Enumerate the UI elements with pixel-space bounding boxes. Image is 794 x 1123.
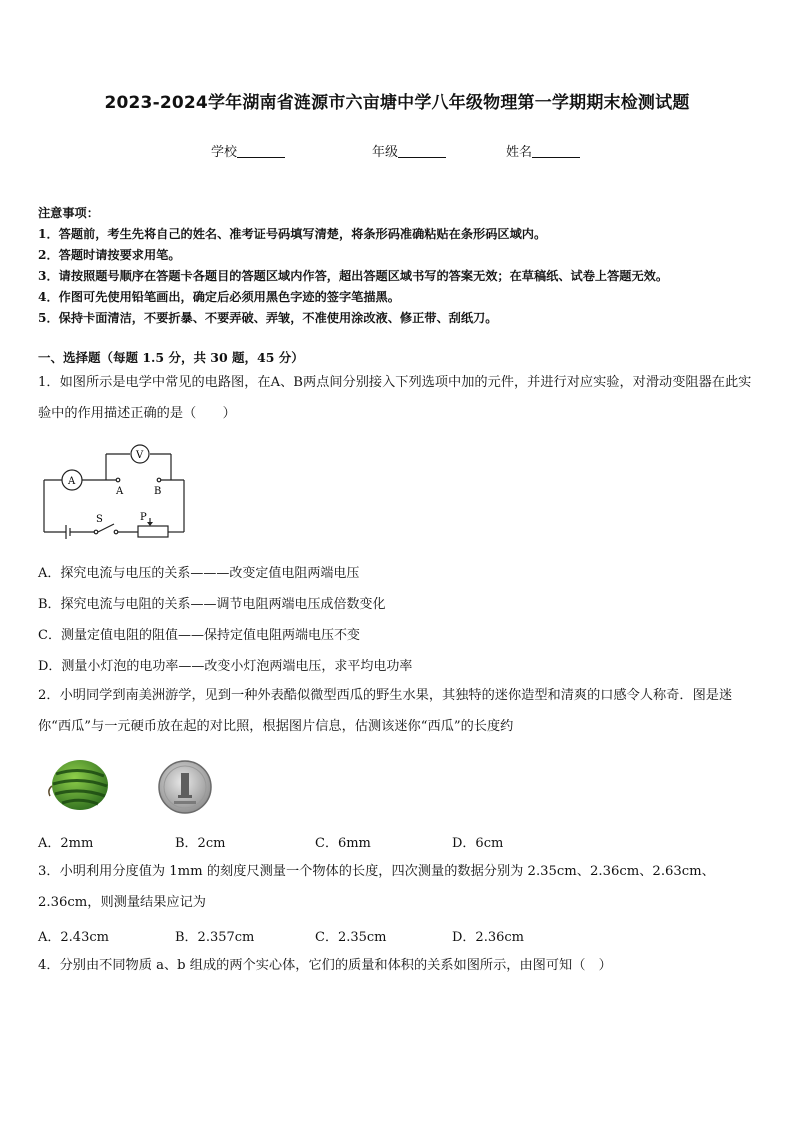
school-field <box>211 141 285 160</box>
q3-option-a: A．2.43cm <box>38 930 109 945</box>
note-item: 2．答题时请按要求用笔。 <box>38 248 181 262</box>
voltmeter-label: V <box>136 450 144 461</box>
q2-option-d: D．6cm <box>452 836 504 851</box>
note-item: 3．请按照题号顺序在答题卡各题目的答题区域内作答，超出答题区域书写的答案无效；在草稿纸、试卷上答题无效。 <box>38 269 669 283</box>
circuit-diagram <box>38 440 198 540</box>
school-label: 学校 <box>211 145 238 160</box>
section-heading: 一、选择题（每题 1.5 分，共 30 题，45 分） <box>38 350 304 365</box>
q1-option-d: D．测量小灯泡的电功率——改变小灯泡两端电压，求平均电功率 <box>38 659 413 674</box>
question-1-stem: 1．如图所示是电学中常见的电路图，在A、B两点间分别接入下列选项中加的元件，并进行对应实验，对滑动变阻器在此实验中的作用描述正确的是（ ） <box>38 375 752 421</box>
q1-option-c: C．测量定值电阻的阻值——保持定值电阻两端电压不变 <box>38 628 360 643</box>
question-2-stem: 2．小明同学到南美洲游学，见到一种外表酷似微型西瓜的野生水果，其独特的迷你造型和清爽的口感令人称奇．图是迷你“西瓜”与一元硬币放在起的对比照，根据图片信息，估测该迷你“西瓜”的长度约 <box>38 688 733 734</box>
note-item: 5．保持卡面清洁，不要折暴、不要弄破、弄皱，不准使用涂改液、修正带、刮纸刀。 <box>38 311 498 325</box>
name-label: 姓名 <box>506 145 533 160</box>
note-item: 4．作图可先使用铅笔画出，确定后必须用黑色字迹的签字笔描黑。 <box>38 290 400 304</box>
exam-title: 2023-2024学年湖南省涟源市六亩塘中学八年级物理第一学期期末检测试题 <box>104 93 690 113</box>
q1-option-a: A．探究电流与电压的关系———改变定值电阻两端电压 <box>38 566 360 581</box>
grade-field <box>372 141 446 160</box>
grade-blank <box>398 145 446 158</box>
switch-label: S <box>96 514 103 525</box>
note-item: 1．答题前，考生先将自己的姓名、准考证号码填写清楚，将条形码准确粘贴在条形码区域内。 <box>38 227 547 241</box>
notes-heading: 注意事项： <box>38 206 99 220</box>
notes-block <box>38 203 768 329</box>
coin-image <box>156 759 214 815</box>
name-blank <box>532 145 580 158</box>
watermelon-image <box>44 756 114 816</box>
point-b-label: B <box>154 486 162 497</box>
q3-option-d: D．2.36cm <box>452 930 524 945</box>
q3-option-b: B．2.357cm <box>175 930 255 945</box>
point-a-label: A <box>116 486 124 497</box>
ammeter-label: A <box>68 476 76 487</box>
question-4-stem: 4．分别由不同物质 a、b 组成的两个实心体，它们的质量和体积的关系如图所示，由图可知（ ） <box>38 958 612 973</box>
slider-label: P <box>140 512 147 523</box>
grade-label: 年级 <box>372 145 399 160</box>
q3-option-c: C．2.35cm <box>315 930 387 945</box>
name-field <box>506 141 580 160</box>
q1-option-b: B．探究电流与电阻的关系——调节电阻两端电压成倍数变化 <box>38 597 386 612</box>
q2-option-b: B．2cm <box>175 836 226 851</box>
q2-option-c: C．6mm <box>315 836 371 851</box>
question-3-stem: 3．小明利用分度值为 1mm 的刻度尺测量一个物体的长度，四次测量的数据分别为 2.35cm、2.36cm、2.63cm、2.36cm，则测量结果应记为 <box>38 864 715 910</box>
q2-option-a: A．2mm <box>38 836 94 851</box>
school-blank <box>237 145 285 158</box>
